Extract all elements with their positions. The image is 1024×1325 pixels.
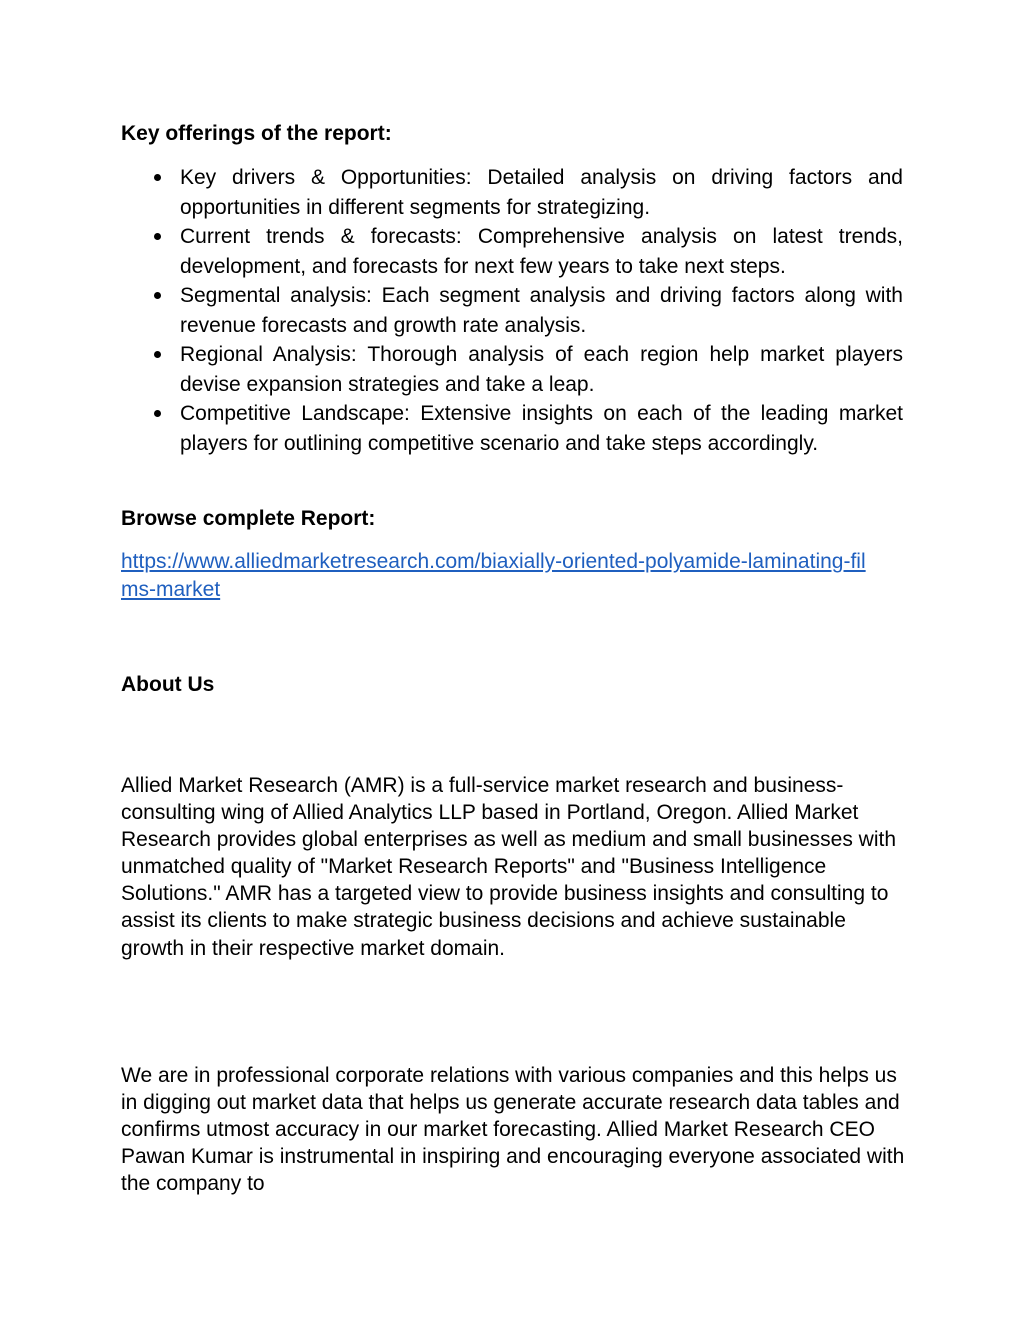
key-offerings-heading: Key offerings of the report: [121,122,392,145]
browse-report-heading: Browse complete Report: [121,507,376,530]
list-item-text: Key drivers & Opportunities: Detailed analysis on driving factors and opportunities in different segments for strategizing. [180,166,903,219]
list-item [121,281,903,340]
key-offerings-list [121,163,903,458]
list-item [121,222,903,281]
bullet-icon [154,292,161,299]
list-item [121,163,903,222]
bullet-icon [154,351,161,358]
report-link[interactable]: https://www.alliedmarketresearch.com/biaxially-oriented-polyamide-laminating-films-market [121,550,866,601]
list-item-text: Competitive Landscape: Extensive insights on each of the leading market players for outlining competitive scenario and take steps accordingly. [180,402,903,455]
about-paragraph-2: We are in professional corporate relations with various companies and this helps us in digging out market data that helps us generate accurate research data tables and confirms utmost accuracy in our market forecasting. Allied Market Research CEO Pawan Kumar is instrumental in inspiring and encouraging everyone associated with the company to [121,1064,905,1196]
bullet-icon [154,174,161,181]
list-item [121,399,903,458]
about-paragraph-1: Allied Market Research (AMR) is a full-service market research and business-consulting wing of Allied Analytics LLP based in Portland, Oregon. Allied Market Research provides global enterprises as well as medium and small businesses with unmatched quality of "Market Research Reports" and "Business Intelligence Solutions." AMR has a targeted view to provide business insights and consulting to assist its clients to make strategic business decisions and achieve sustainable growth in their respective market domain. [121,774,897,960]
bullet-icon [154,233,161,240]
list-item-text: Segmental analysis: Each segment analysis and driving factors along with revenue forecasts and growth rate analysis. [180,284,903,337]
list-item-text: Current trends & forecasts: Comprehensive analysis on latest trends, development, and forecasts for next few years to take next steps. [180,225,903,278]
bullet-icon [154,410,161,417]
about-us-heading: About Us [121,673,215,696]
list-item-text: Regional Analysis: Thorough analysis of each region help market players devise expansion strategies and take a leap. [180,343,903,396]
list-item [121,340,903,399]
